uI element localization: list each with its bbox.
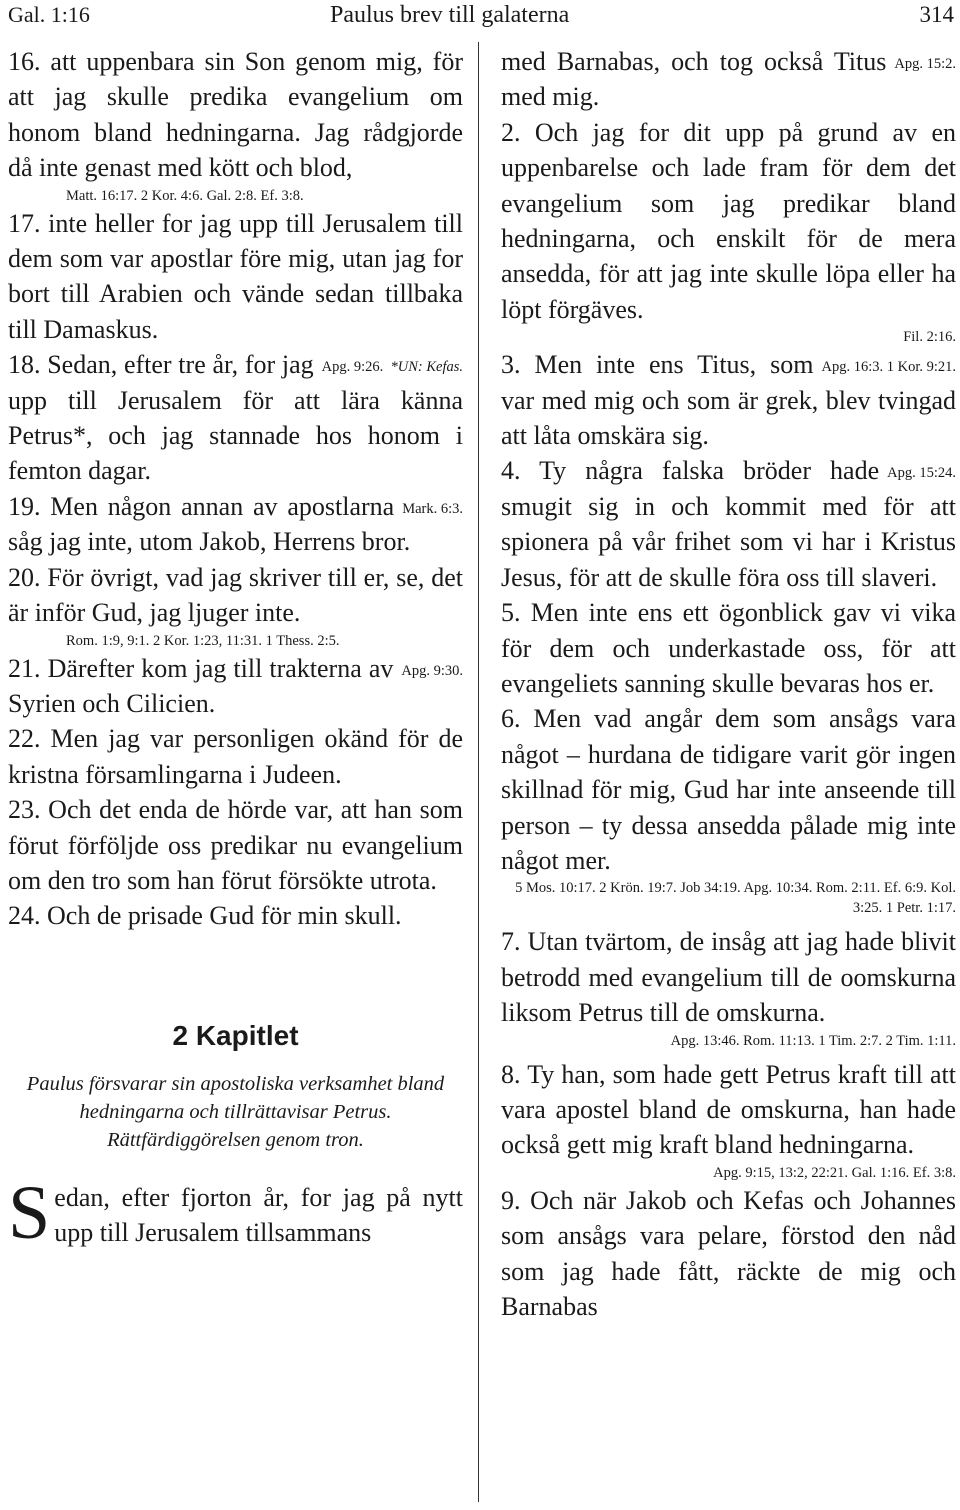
verse-21-ref: Apg. 9:30.: [401, 662, 463, 679]
verse-3-text: 3. Men inte ens Titus, som var med mig och som är grek, blev tvingad att låta omskära sig.: [501, 350, 956, 451]
verse-21-text: 21. Därefter kom jag till trakterna av Syrien och Cilicien.: [8, 653, 394, 718]
verse-20-ref: Rom. 1:9, 9:1. 2 Kor. 1:23, 11:31. 1 Thess. 2:5.: [66, 632, 340, 649]
chapter-opening: [8, 1170, 463, 1255]
verse-7-ref: Apg. 13:46. Rom. 11:13. 1 Tim. 2:7. 2 Tim. 1:11.: [670, 1032, 956, 1049]
verse-19-ref: Mark. 6:3.: [402, 500, 463, 517]
page-number: 314: [919, 2, 954, 27]
verse-16: 16. att uppenbara sin Son genom mig, för att jag skulle predika evangelium om honom bland hedningarna. Jag rådgjorde då inte genast med kött och blod,: [8, 47, 463, 183]
verse-24: 24. Och de prisade Gud för min skull.: [8, 901, 402, 931]
verse-18-text: 18. Sedan, efter tre år, for jag upp till Jerusalem för att lära känna Petrus*, och jag stannade hos honom i femton dagar.: [8, 350, 463, 486]
verse-8-ref: Apg. 9:15, 13:2, 22:21. Gal. 1:16. Ef. 3:8.: [713, 1164, 956, 1181]
verse-6: 6. Men vad angår dem som ansågs vara något – hurdana de tidigare varit gör ingen skillnad för mig, Gud har inte anseende till person – ty dessa ansedda pålade mig inte något mer.: [501, 704, 956, 875]
verse-1-cont: [501, 44, 956, 115]
verse-17: 17. inte heller for jag upp till Jerusalem till dem som var apostlar före mig, utan jag for bort till Arabien och vände sedan tillbaka till Damaskus.: [8, 208, 463, 344]
chapter-title: 2 Kapitlet: [172, 1019, 299, 1051]
verse-2-ref: Fil. 2:16.: [903, 329, 956, 346]
verse-1-ref: Apg. 15:2.: [894, 56, 956, 72]
verse-18: [8, 347, 463, 489]
verse-18-ref: Apg. 9:26.: [321, 359, 384, 376]
column-divider: [478, 42, 479, 1502]
verse-23: 23. Och det enda de hörde var, att han som förut förföljde oss predikar nu evangelium om den tro som han förut försökte utrota.: [8, 795, 463, 895]
page-header: [0, 0, 960, 36]
verse-4-text: 4. Ty några falska bröder hade smugit sig in och kommit med för att spionera på vår frihet som vi har i Kristus Jesus, för att de skulle föra oss till slaveri.: [501, 456, 956, 592]
verse-21: [8, 651, 463, 722]
right-column: [501, 44, 956, 1324]
verse-20: 20. För övrigt, vad jag skriver till er, se, det är inför Gud, jag ljuger inte.: [8, 562, 463, 628]
opening-text: edan, efter fjorton år, for jag på nytt upp till Jerusalem tillsammans: [54, 1182, 463, 1248]
verse-18-note: *UN: Kefas.: [390, 359, 463, 376]
verse-3-ref: Apg. 16:3. 1 Kor. 9:21.: [821, 359, 956, 376]
left-column: [8, 44, 463, 1255]
verse-22: 22. Men jag var personligen okänd för de kristna församlingarna i Judeen.: [8, 724, 463, 789]
verse-4-ref: Apg. 15:24.: [887, 465, 956, 482]
verse-7: 7. Utan tvärtom, de insåg att jag hade blivit betrodd med evangelium till de oomskurna liksom Petrus till de omskurna.: [501, 927, 956, 1028]
chapter-summary: Paulus försvarar sin apostoliska verksamhet bland hedningarna och tillrättavisar Petrus. Rättfärdiggörelsen genom tron.: [26, 1072, 445, 1151]
header-left-reference: Gal. 1:16: [8, 2, 90, 27]
verse-19-text: 19. Men någon annan av apostlarna såg jag inte, utom Jakob, Herrens bror.: [8, 491, 411, 557]
verse-4: [501, 453, 956, 595]
verse-18-ref-wrap: [322, 357, 463, 377]
verse-3: [501, 347, 956, 453]
verse-5: 5. Men inte ens ett ögonblick gav vi vika för dem och underkastade oss, för att evangeliets sanning skulle bevaras hos er.: [501, 598, 956, 698]
verse-9: 9. Och när Jakob och Kefas och Johannes som ansågs vara pelare, förstod den nåd som jag hade fått, räckte de mig och Barnabas: [501, 1185, 956, 1321]
header-book-title: Paulus brev till galaterna: [330, 2, 570, 28]
drop-cap: S: [8, 1170, 51, 1255]
verse-19: [8, 489, 463, 560]
verse-8: 8. Ty han, som hade gett Petrus kraft till att vara apostel bland de omskurna, han hade också gett mig kraft bland hedningarna.: [501, 1059, 956, 1160]
verse-2: 2. Och jag for dit upp på grund av en uppenbarelse och lade fram för dem det evangelium som jag predikar bland hedningarna, och enskilt för de mera ansedda, för att jag inte skulle löpa eller ha löpt förgäves.: [501, 117, 956, 324]
verse-6-ref: 5 Mos. 10:17. 2 Krön. 19:7. Job 34:19. Apg. 10:34. Rom. 2:11. Ef. 6:9. Kol. 3:25. 1 Petr. 1:17.: [515, 880, 956, 917]
verse-1-text: med Barnabas, och tog också Titus med mig.: [501, 47, 887, 112]
verse-16-ref: Matt. 16:17. 2 Kor. 4:6. Gal. 2:8. Ef. 3:8.: [66, 187, 304, 204]
